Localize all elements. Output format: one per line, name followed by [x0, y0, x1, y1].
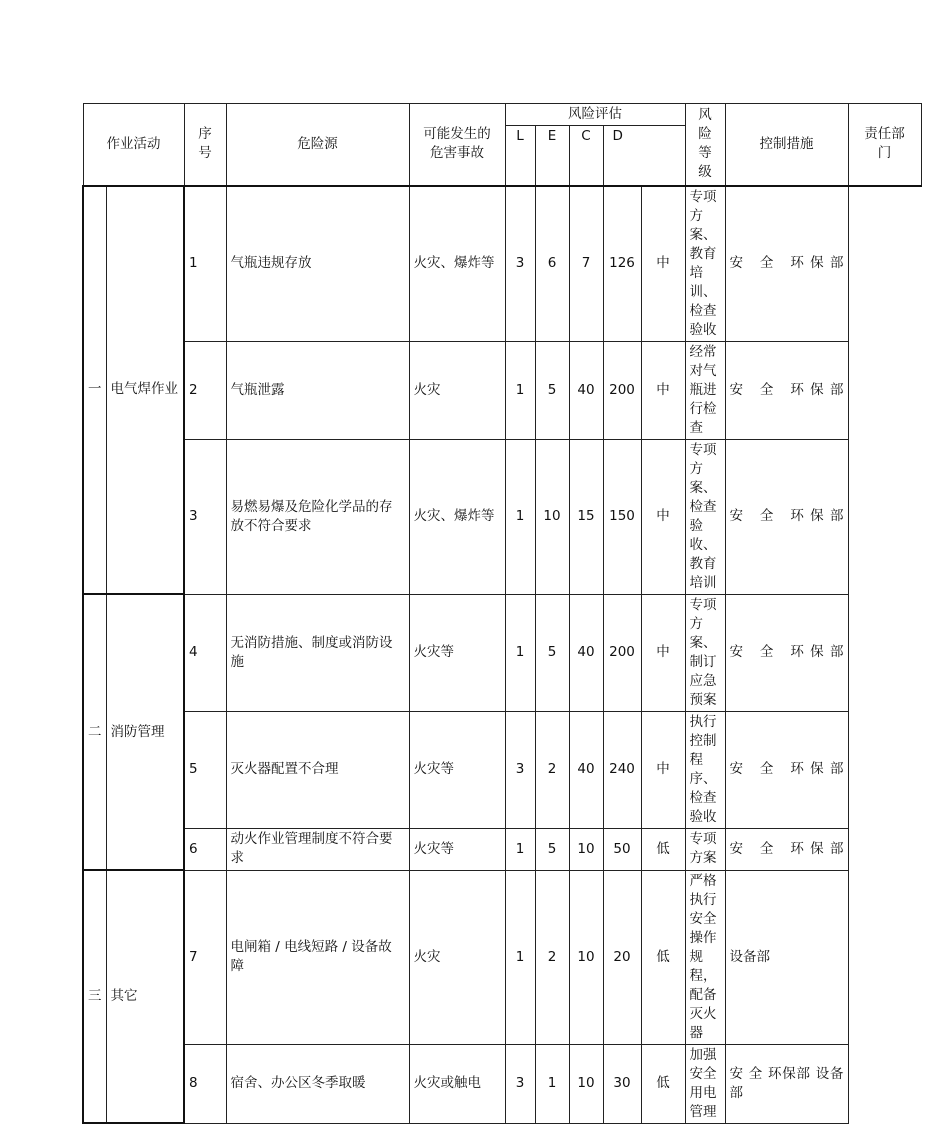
- row-control: 专项方案、制订应急预案: [685, 594, 725, 711]
- group-number: 三: [83, 870, 106, 1123]
- group-number: 一: [83, 186, 106, 595]
- row-dept: 安 全 环保部: [725, 828, 848, 870]
- row-level: 低: [641, 828, 685, 870]
- header-L: L: [505, 126, 535, 186]
- row-D: 150: [603, 439, 641, 594]
- row-L: 1: [505, 870, 535, 1044]
- row-control: 专项方案: [685, 828, 725, 870]
- row-hazard: 无消防措施、制度或消防设施: [226, 594, 409, 711]
- row-C: 15: [569, 439, 603, 594]
- row-accident: 火灾、爆炸等: [409, 186, 505, 342]
- row-L: 1: [505, 439, 535, 594]
- row-level: 中: [641, 711, 685, 828]
- row-hazard: 气瓶泄露: [226, 341, 409, 439]
- row-seq: 2: [184, 341, 226, 439]
- row-hazard: 宿舍、办公区冬季取暖: [226, 1044, 409, 1123]
- row-seq: 4: [184, 594, 226, 711]
- row-E: 5: [535, 828, 569, 870]
- row-D: 126: [603, 186, 641, 342]
- row-level: 中: [641, 594, 685, 711]
- row-D: 20: [603, 870, 641, 1044]
- row-E: 2: [535, 870, 569, 1044]
- row-dept: 安 全 环保部: [725, 186, 848, 342]
- header-risk-eval: 风险评估: [505, 104, 685, 126]
- row-level: 中: [641, 439, 685, 594]
- row-E: 6: [535, 186, 569, 342]
- row-C: 10: [569, 870, 603, 1044]
- header-risk-level: 风险等级: [685, 104, 725, 186]
- row-level: 低: [641, 1044, 685, 1123]
- row-hazard: 易燃易爆及危险化学品的存放不符合要求: [226, 439, 409, 594]
- row-hazard: 气瓶违规存放: [226, 186, 409, 342]
- risk-assessment-table: [82, 103, 922, 1124]
- row-accident: 火灾等: [409, 711, 505, 828]
- header-seq: 序号: [184, 104, 226, 186]
- row-E: 5: [535, 341, 569, 439]
- group-number: 二: [83, 594, 106, 870]
- row-D: 200: [603, 341, 641, 439]
- row-C: 40: [569, 711, 603, 828]
- row-accident: 火灾或触电: [409, 1044, 505, 1123]
- row-control: 专项方案、教育培训、检查验收: [685, 186, 725, 342]
- row-control: 专项方案、检查验收、教育培训: [685, 439, 725, 594]
- row-seq: 5: [184, 711, 226, 828]
- row-control: 严格执行安全操作规程，配备灭火器: [685, 870, 725, 1044]
- row-seq: 3: [184, 439, 226, 594]
- row-D: 200: [603, 594, 641, 711]
- row-dept: 安 全 环保部 设备部: [725, 1044, 848, 1123]
- row-accident: 火灾等: [409, 594, 505, 711]
- header-control: 控制措施: [725, 104, 848, 186]
- row-L: 3: [505, 711, 535, 828]
- row-dept: 安 全 环保部: [725, 341, 848, 439]
- row-seq: 6: [184, 828, 226, 870]
- row-control: 经常对气瓶进行检查: [685, 341, 725, 439]
- row-E: 5: [535, 594, 569, 711]
- row-seq: 7: [184, 870, 226, 1044]
- row-seq: 8: [184, 1044, 226, 1123]
- row-C: 10: [569, 1044, 603, 1123]
- row-hazard: 动火作业管理制度不符合要求: [226, 828, 409, 870]
- row-dept: 安 全 环保部: [725, 594, 848, 711]
- header-hazard: 危险源: [226, 104, 409, 186]
- row-accident: 火灾: [409, 870, 505, 1044]
- row-hazard: 灭火器配置不合理: [226, 711, 409, 828]
- header-C: C: [569, 126, 603, 186]
- header-dept: 责任部门: [848, 104, 921, 186]
- row-seq: 1: [184, 186, 226, 342]
- header-E: E: [535, 126, 569, 186]
- header-D: D: [603, 126, 685, 186]
- row-hazard: 电闸箱 / 电线短路 / 设备故障: [226, 870, 409, 1044]
- row-dept: 设备部: [725, 870, 848, 1044]
- header-activity: 作业活动: [83, 104, 184, 186]
- row-accident: 火灾等: [409, 828, 505, 870]
- row-dept: 安 全 环保部: [725, 439, 848, 594]
- header-accident: 可能发生的危害事故: [409, 104, 505, 186]
- row-accident: 火灾: [409, 341, 505, 439]
- row-level: 中: [641, 341, 685, 439]
- row-dept: 安 全 环保部: [725, 711, 848, 828]
- row-level: 低: [641, 870, 685, 1044]
- group-name: 消防管理: [106, 594, 184, 870]
- row-D: 240: [603, 711, 641, 828]
- row-E: 2: [535, 711, 569, 828]
- row-C: 40: [569, 594, 603, 711]
- group-name: 电气焊作业: [106, 186, 184, 595]
- row-L: 1: [505, 341, 535, 439]
- row-C: 40: [569, 341, 603, 439]
- row-accident: 火灾、爆炸等: [409, 439, 505, 594]
- row-D: 50: [603, 828, 641, 870]
- row-L: 1: [505, 594, 535, 711]
- row-L: 3: [505, 1044, 535, 1123]
- row-L: 1: [505, 828, 535, 870]
- row-D: 30: [603, 1044, 641, 1123]
- row-control: 加强安全用电管理: [685, 1044, 725, 1123]
- row-C: 10: [569, 828, 603, 870]
- row-E: 1: [535, 1044, 569, 1123]
- row-level: 中: [641, 186, 685, 342]
- group-name: 其它: [106, 870, 184, 1123]
- row-control: 执行控制程序、检查验收: [685, 711, 725, 828]
- row-L: 3: [505, 186, 535, 342]
- row-C: 7: [569, 186, 603, 342]
- row-E: 10: [535, 439, 569, 594]
